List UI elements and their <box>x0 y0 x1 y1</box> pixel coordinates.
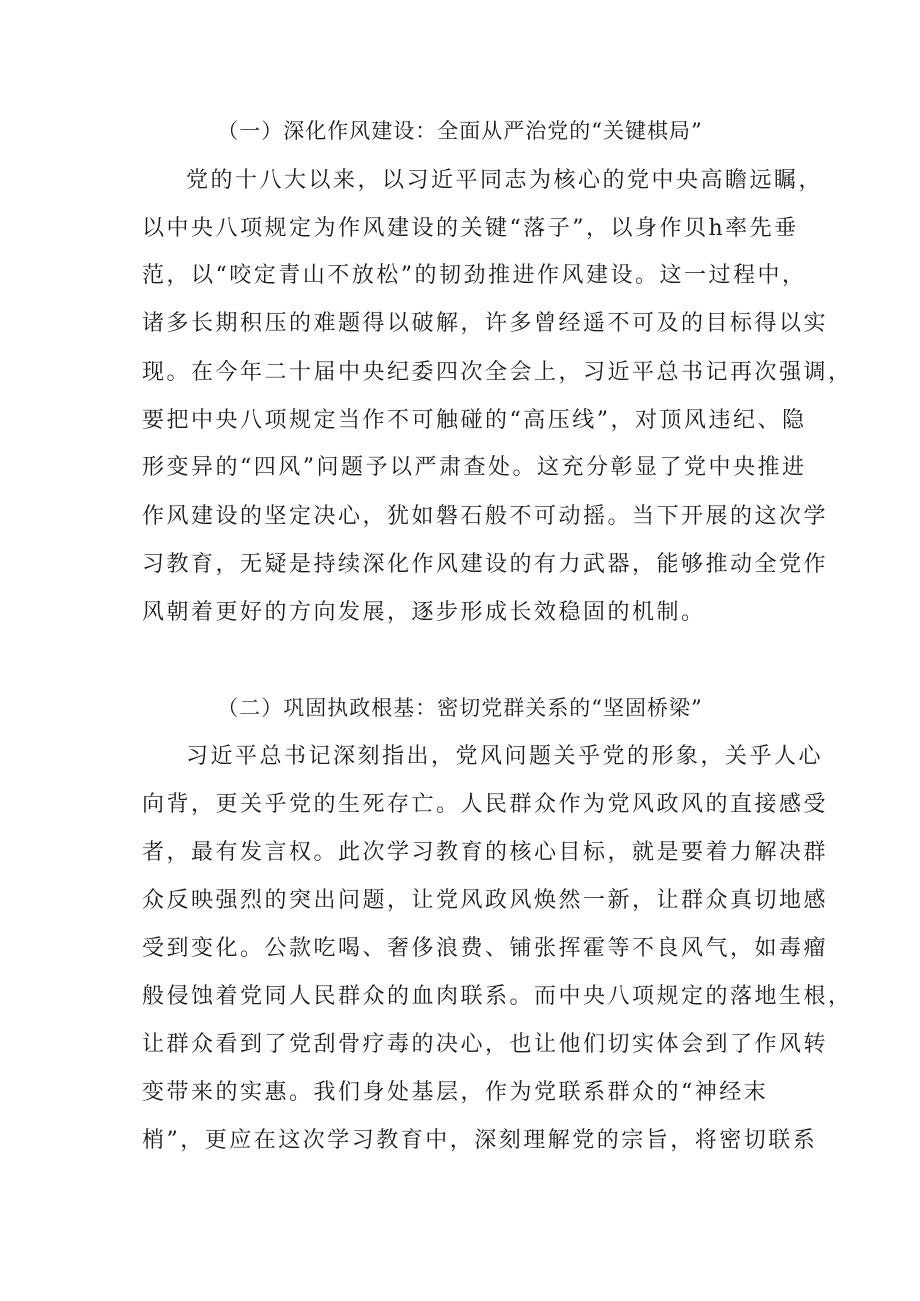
section-2-line: 变带来的实惠。我们身处基层，作为党联系群众的“神经末 <box>142 1080 769 1105</box>
section-2-line: 般侵蚀着党同人民群众的血肉联系。而中央八项规定的落地生根， <box>142 984 853 1009</box>
section-1-line: 形变异的“四风”问题予以严肃查处。这充分彰显了党中央推进 <box>142 455 807 480</box>
section-1-line: 诸多长期积压的难题得以破解，许多曾经遥不可及的目标得以实 <box>142 311 829 336</box>
section-1-line: 风朝着更好的方向发展，逐步形成长效稳固的机制。 <box>142 600 706 625</box>
section-1-line: 作风建设的坚定决心，犹如磐石般不可动摇。当下开展的这次学 <box>142 504 829 529</box>
section-1-line: 要把中央八项规定当作不可触碰的“高压线”，对顶风违纪、隐 <box>142 408 807 433</box>
section-2-line: 让群众看到了党刮骨疗毒的决心，也让他们切实体会到了作风转 <box>142 1032 829 1057</box>
section-2-line: 向背，更关乎党的生死存亡。人民群众作为党风政风的直接感受 <box>142 792 829 817</box>
section-2-heading: （二）巩固执政根基：密切党群关系的“坚固桥梁” <box>217 696 703 720</box>
section-1-heading: （一）深化作风建设：全面从严治党的“关键棋局” <box>217 119 703 143</box>
section-1-line: 现。在今年二十届中央纪委四次全会上，习近平总书记再次强调， <box>142 360 853 385</box>
section-2-line: 者，最有发言权。此次学习教育的核心目标，就是要着力解决群 <box>142 840 829 865</box>
section-1-line: 习教育，无疑是持续深化作风建设的有力武器，能够推动全党作 <box>142 552 829 577</box>
section-2-line: 众反映强烈的突出问题，让党风政风焕然一新，让群众真切地感 <box>142 888 829 913</box>
section-1-line: 党的十八大以来，以习近平同志为核心的党中央高瞻远瞩， <box>186 168 824 193</box>
section-2-line: 受到变化。公款吃喝、奢侈浪费、铺张挥霍等不良风气，如毒瘤 <box>142 936 829 961</box>
section-1-line: 范，以“咬定青山不放松”的韧劲推进作风建设。这一过程中， <box>142 263 807 288</box>
section-2-line: 梢”，更应在这次学习教育中，深刻理解党的宗旨，将密切联系 <box>142 1128 818 1153</box>
section-2-line: 习近平总书记深刻指出，党风问题关乎党的形象，关乎人心 <box>186 744 824 769</box>
section-1-line: 以中央八项规定为作风建设的关键“落子”，以身作贝h率先垂 <box>142 216 799 241</box>
